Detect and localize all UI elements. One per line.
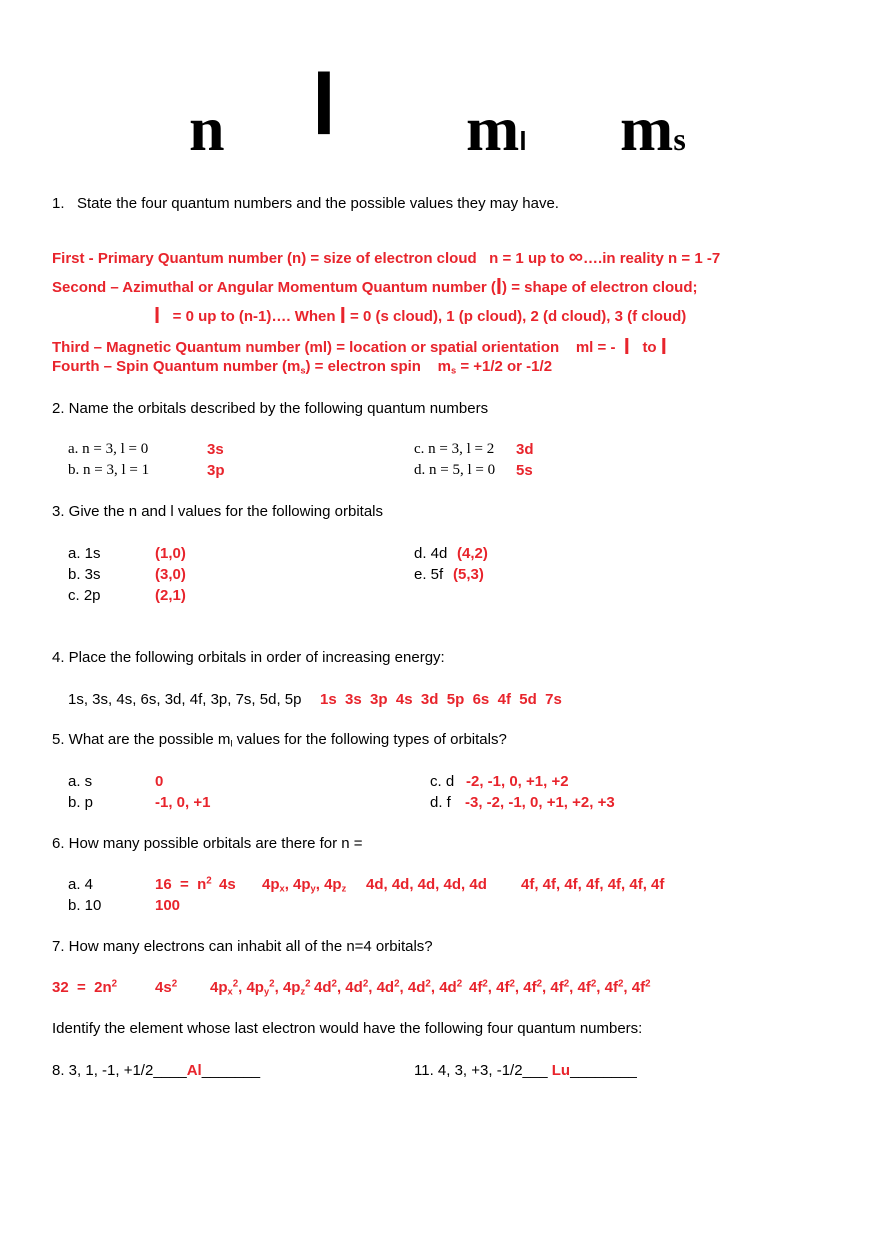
q2-a-answer: 3s — [207, 441, 224, 458]
q4-answer: 1s 3s 3p 4s 3d 5p 6s 4f 5d 7s — [320, 691, 562, 708]
q7-ans2: $4s^2$ — [155, 978, 178, 996]
q3-d-label: d. 4d — [414, 545, 448, 562]
q1-first: First - Primary Quantum number (n) = size of electron cloud n = 1 up to ∞….in reality n = 1 -7 — [52, 246, 721, 268]
header-ms: ms — [620, 93, 686, 164]
header-n: n — [189, 93, 225, 164]
q7-ans4: $4d^2$, $4d^2$, $4d^2$, $4d^2$, $4d^2$ — [314, 978, 463, 996]
q5-c-answer: -2, -1, 0, +1, +2 — [466, 773, 569, 790]
q3-a-label: a. 1s — [68, 545, 101, 562]
infinity-icon: ∞ — [568, 246, 584, 268]
q5-d-label: d. f — [430, 794, 451, 811]
q5-d-answer: -3, -2, -1, 0, +1, +2, +3 — [465, 794, 615, 811]
q6-text: 6. How many possible orbitals are there for n = — [52, 835, 363, 852]
q6-b-label: b. 10 — [68, 897, 102, 914]
q5-a-answer: 0 — [155, 773, 164, 790]
header-l: l — [312, 57, 336, 153]
q5-a-label: a. s — [68, 773, 93, 790]
q2-a-label: a. n = 3, l = 0 — [68, 441, 149, 457]
q2-c-label: c. n = 3, l = 2 — [414, 441, 495, 457]
identify-text: Identify the element whose last electron would have the following four quantum numbers: — [52, 1020, 643, 1037]
q7-ans3: $4p_x^2$, $4p_y^2$, $4p_z^2$ — [210, 978, 311, 997]
q2-d-answer: 5s — [516, 462, 533, 479]
q2-b-answer: 3p — [207, 462, 225, 479]
q3-e-label: e. 5f — [414, 566, 444, 583]
q2-d-label: d. n = 5, l = 0 — [414, 462, 496, 478]
q1-second-values: l = 0 up to (n-1)…. When l = 0 (s cloud), 1 (p cloud), 2 (d cloud), 3 (f cloud) — [154, 303, 687, 328]
q1-fourth: Fourth – Spin Quantum number $(m_s)$ = electron spin $m_s = +1/2$ or -1/2 — [52, 358, 553, 376]
q5-text: 5. What are the possible $m_l$ values for the following types of orbitals? — [52, 731, 507, 749]
q2-text: 2. Name the orbitals described by the following quantum numbers — [52, 400, 489, 417]
q3-c-label: c. 2p — [68, 587, 101, 604]
q5-b-answer: -1, 0, +1 — [155, 794, 211, 811]
q8: 8. 3, 1, -1, +1/2____Al_______ — [52, 1062, 261, 1079]
q7-ans5: $4f^2$, $4f^2$, $4f^2$, $4f^2$, $4f^2$, $4f^2$, $4f^2$ — [469, 978, 651, 996]
q3-a-answer: (1,0) — [155, 545, 186, 562]
q6-a-label: a. 4 — [68, 876, 94, 893]
q3-d-answer: (4,2) — [457, 545, 488, 562]
q2-b-label: b. n = 3, l = 1 — [68, 462, 150, 478]
q6-a-ans1: $16 = n^2$ — [155, 875, 212, 893]
q3-text: 3. Give the n and l values for the following orbitals — [52, 503, 384, 520]
q5-b-label: b. p — [68, 794, 94, 811]
q2-c-answer: 3d — [516, 441, 534, 458]
header-ml: ml — [466, 93, 527, 164]
q4-list: 1s, 3s, 4s, 6s, 3d, 4f, 3p, 7s, 5d, 5p — [68, 691, 302, 708]
q6-a-ans2: 4s — [219, 876, 236, 893]
q6-a-ans5: 4f, 4f, 4f, 4f, 4f, 4f, 4f — [521, 876, 665, 893]
q4-text: 4. Place the following orbitals in order of increasing energy: — [52, 649, 445, 666]
q3-c-answer: (2,1) — [155, 587, 186, 604]
q3-b-answer: (3,0) — [155, 566, 186, 583]
q7-text: 7. How many electrons can inhabit all of the n=4 orbitals? — [52, 938, 433, 955]
q6-a-ans4: 4d, 4d, 4d, 4d, 4d — [366, 876, 487, 893]
q3-e-answer: (5,3) — [453, 566, 484, 583]
q1-number: 1. — [52, 195, 65, 212]
q1-second: Second – Azimuthal or Angular Momentum Quantum number (l) = shape of electron cloud; — [52, 274, 698, 299]
q1-third: Third – Magnetic Quantum number (ml) = location or spatial orientation ml = - l to l — [52, 334, 667, 359]
q6-b-answer: 100 — [155, 897, 181, 914]
q6-a-ans3: $4p_x$, $4p_y$, $4p_z$ — [262, 876, 347, 894]
q5-c-label: c. d — [430, 773, 455, 790]
q1-text: State the four quantum numbers and the possible values they may have. — [77, 195, 559, 212]
q3-b-label: b. 3s — [68, 566, 101, 583]
q11: 11. 4, 3, +3, -1/2___ Lu________ — [414, 1062, 637, 1079]
q7-ans1: $32 = 2n^2$ — [52, 978, 118, 996]
